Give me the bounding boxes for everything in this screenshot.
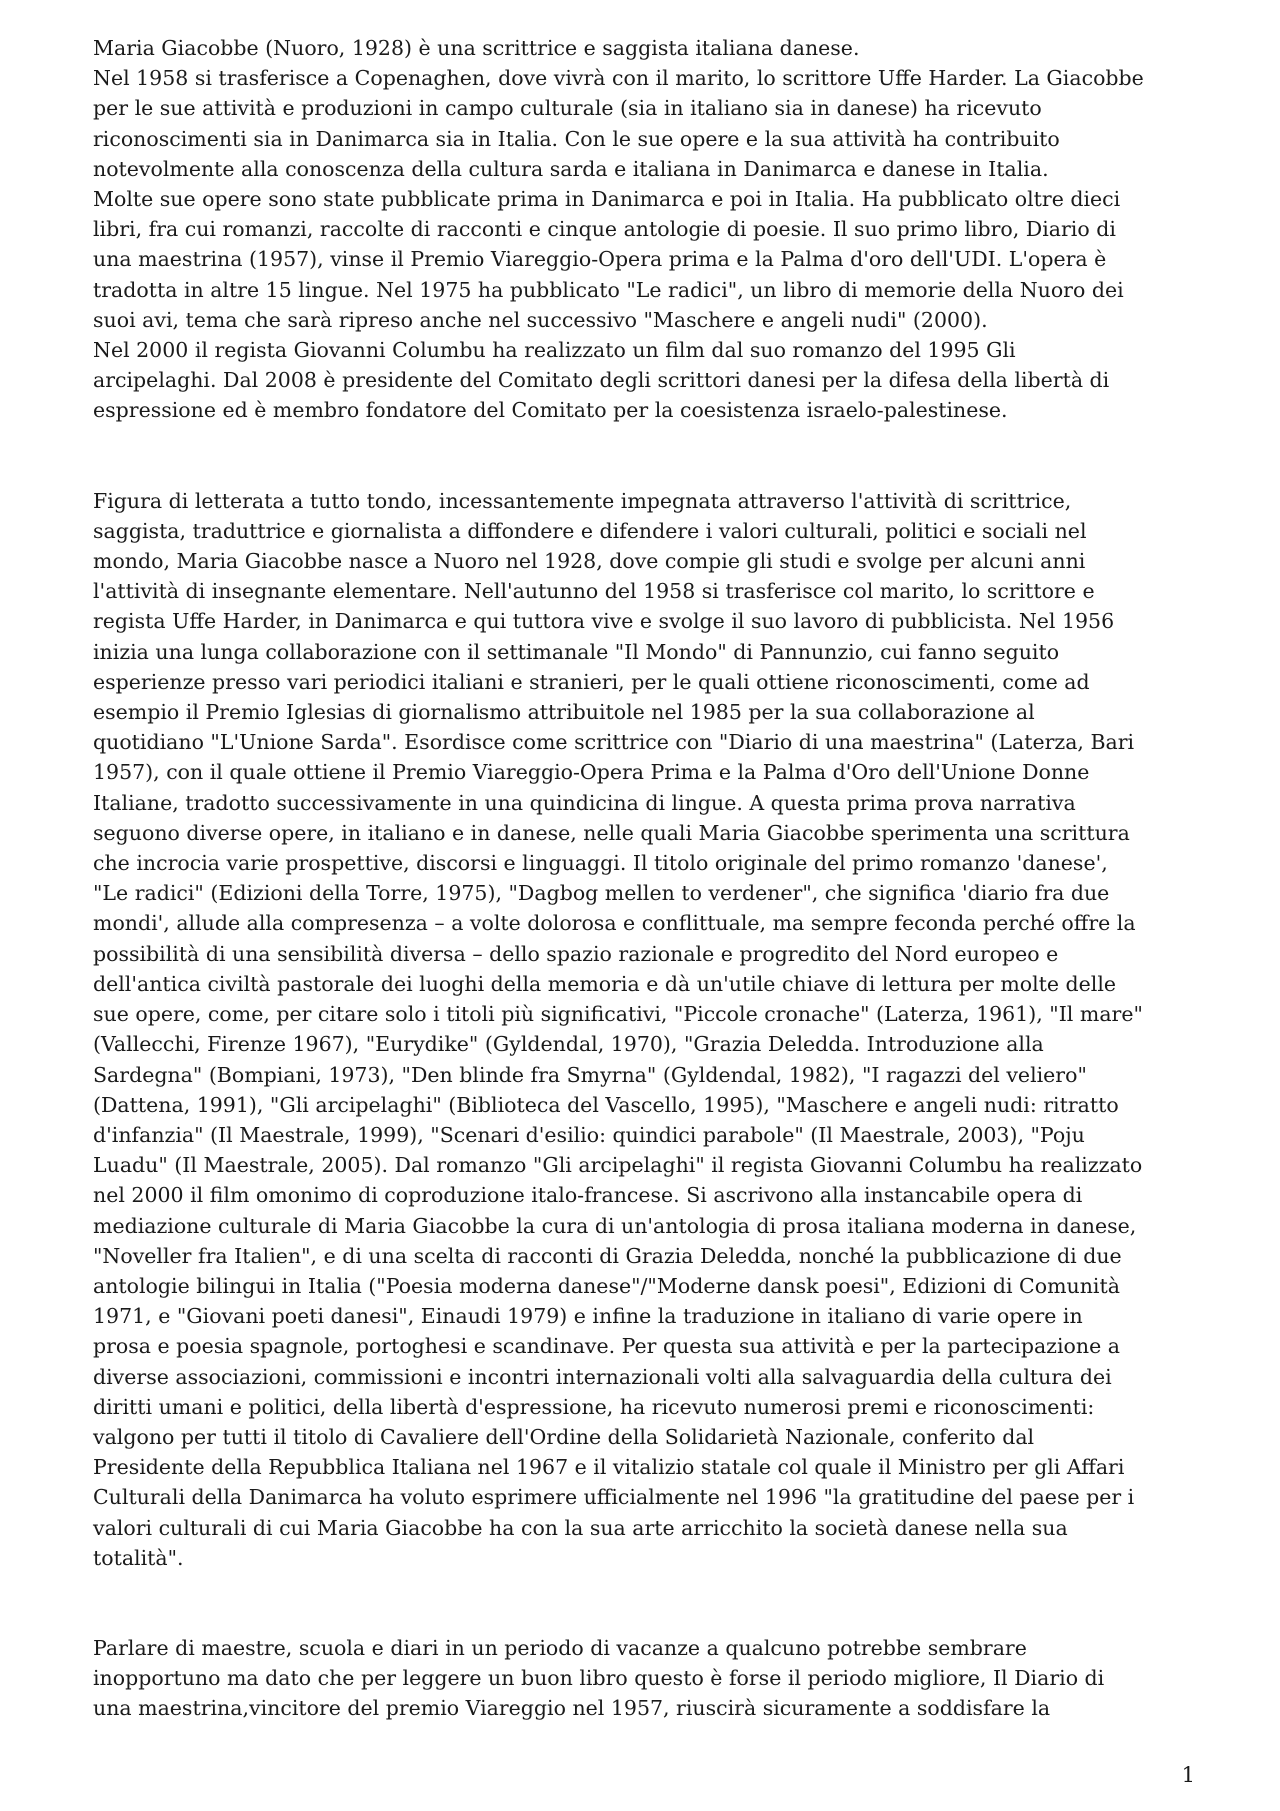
- text-line: totalità".: [93, 1545, 184, 1570]
- text-line: notevolmente alla conoscenza della cultura sarda e italiana in Danimarca e danese in Italia.: [93, 156, 1049, 181]
- text-line: mondo, Maria Giacobbe nasce a Nuoro nel 1928, dove compie gli studi e svolge per alcuni anni: [93, 549, 1086, 574]
- text-line: prosa e poesia spagnole, portoghesi e scandinave. Per questa sua attività e per la partecipazione a: [93, 1334, 1120, 1359]
- text-line: Molte sue opere sono state pubblicate prima in Danimarca e poi in Italia. Ha pubblicato oltre dieci: [93, 187, 1121, 212]
- text-line: Parlare di maestre, scuola e diari in un periodo di vacanze a qualcuno potrebbe sembrare: [93, 1635, 1027, 1660]
- text-line: regista Uffe Harder, in Danimarca e qui tuttora vive e svolge il suo lavoro di pubblicista. Nel 1956: [93, 609, 1115, 634]
- text-line: Presidente della Repubblica Italiana nel 1967 e il vitalizio statale col quale il Ministro per gli Affari: [93, 1455, 1125, 1480]
- text-line: una maestrina (1957), vinse il Premio Viareggio-Opera prima e la Palma d'oro dell'UDI. L'opera è: [93, 247, 1107, 272]
- text-line: l'attività di insegnante elementare. Nell'autunno del 1958 si trasferisce col marito, lo scrittore e: [93, 579, 1095, 604]
- document-body: [93, 33, 1183, 1724]
- text-line: libri, fra cui romanzi, raccolte di racconti e cinque antologie di poesie. Il suo primo libro, Diario di: [93, 217, 1116, 242]
- text-line: Sardegna" (Bompiani, 1973), "Den blinde fra Smyrna" (Gyldendal, 1982), "I ragazzi del veliero": [93, 1062, 1087, 1087]
- text-line: "Le radici" (Edizioni della Torre, 1975), "Dagbog mellen to verdener", che significa 'diario fra due: [93, 881, 1110, 906]
- text-line: saggista, traduttrice e giornalista a diffondere e difendere i valori culturali, politici e sociali nel: [93, 518, 1087, 543]
- text-line: 1957), con il quale ottiene il Premio Viareggio-Opera Prima e la Palma d'Oro dell'Unione Donne: [93, 760, 1090, 785]
- text-line: esempio il Premio Iglesias di giornalismo attribuitole nel 1985 per la sua collaborazione al: [93, 700, 1035, 725]
- text-line: valori culturali di cui Maria Giacobbe ha con la sua arte arricchito la società danese nella sua: [93, 1515, 1068, 1540]
- text-line: inopportuno ma dato che per leggere un buon libro questo è forse il periodo migliore, Il Diario di: [93, 1666, 1105, 1691]
- text-line: diverse associazioni, commissioni e incontri internazionali volti alla salvaguardia della cultura dei: [93, 1364, 1112, 1389]
- text-line: seguono diverse opere, in italiano e in danese, nelle quali Maria Giacobbe sperimenta una scrittura: [93, 820, 1130, 845]
- text-line: arcipelaghi. Dal 2008 è presidente del Comitato degli scrittori danesi per la difesa della libertà di: [93, 368, 1110, 393]
- text-line: Maria Giacobbe (Nuoro, 1928) è una scrittrice e saggista italiana danese.: [93, 36, 860, 60]
- text-line: (Vallecchi, Firenze 1967), "Eurydike" (Gyldendal, 1970), "Grazia Deledda. Introduzione alla: [93, 1032, 1044, 1057]
- text-line: che incrocia varie prospettive, discorsi e linguaggi. Il titolo originale del primo romanzo 'danese',: [93, 851, 1108, 876]
- text-line: inizia una lunga collaborazione con il settimanale "Il Mondo" di Pannunzio, cui fanno seguito: [93, 639, 1060, 664]
- text-line: 1971, e "Giovani poeti danesi", Einaudi 1979) e infine la traduzione in italiano di varie opere in: [93, 1304, 1083, 1329]
- paragraph-biography-summary: [93, 33, 1183, 426]
- text-line: nel 2000 il film omonimo di coproduzione italo-francese. Si ascrivono alla instancabile opera di: [93, 1183, 1083, 1208]
- text-line: suoi avi, tema che sarà ripreso anche nel successivo "Maschere e angeli nudi" (2000).: [93, 307, 988, 332]
- text-line: riconoscimenti sia in Danimarca sia in Italia. Con le sue opere e la sua attività ha contribuito: [93, 126, 1060, 151]
- text-line: tradotta in altre 15 lingue. Nel 1975 ha pubblicato "Le radici", un libro di memorie della Nuoro dei: [93, 277, 1124, 302]
- text-line: Figura di letterata a tutto tondo, incessantemente impegnata attraverso l'attività di scrittrice,: [93, 488, 1072, 513]
- text-line: quotidiano "L'Unione Sarda". Esordisce come scrittrice con "Diario di una maestrina" (Laterza, Bari: [93, 730, 1135, 755]
- text-line: antologie bilingui in Italia ("Poesia moderna danese"/"Moderne dansk poesi", Edizioni di Comunità: [93, 1273, 1120, 1298]
- text-line: Nel 2000 il regista Giovanni Columbu ha realizzato un film dal suo romanzo del 1995 Gli: [93, 338, 1016, 363]
- text-line: mondi', allude alla compresenza – a volte dolorosa e conflittuale, ma sempre feconda perché offre la: [93, 911, 1136, 936]
- paragraph-spacer: [93, 1573, 1183, 1633]
- text-line: (Dattena, 1991), "Gli arcipelaghi" (Biblioteca del Vascello, 1995), "Maschere e angeli nudi: ritratto: [93, 1092, 1119, 1117]
- page-number: 1: [1181, 1763, 1195, 1787]
- text-line: espressione ed è membro fondatore del Comitato per la coesistenza israelo-palestinese.: [93, 398, 1008, 423]
- text-line: diritti umani e politici, della libertà d'espressione, ha ricevuto numerosi premi e riconoscimenti:: [93, 1394, 1095, 1419]
- text-line: dell'antica civiltà pastorale dei luoghi della memoria e dà un'utile chiave di lettura per molte delle: [93, 971, 1117, 996]
- text-line: Italiane, tradotto successivamente in una quindicina di lingue. A questa prima prova narrativa: [93, 790, 1076, 815]
- text-line: Luadu" (Il Maestrale, 2005). Dal romanzo "Gli arcipelaghi" il regista Giovanni Columbu ha realizzato: [93, 1153, 1143, 1178]
- paragraph-biography-extended: [93, 486, 1183, 1573]
- text-line: d'infanzia" (Il Maestrale, 1999), "Scenari d'esilio: quindici parabole" (Il Maestrale, 2003), "Poju: [93, 1122, 1085, 1147]
- text-line: per le sue attività e produzioni in campo culturale (sia in italiano sia in danese) ha ricevuto: [93, 96, 1042, 121]
- text-line: esperienze presso vari periodici italiani e stranieri, per le quali ottiene riconoscimenti, come ad: [93, 669, 1090, 694]
- text-line: Culturali della Danimarca ha voluto esprimere ufficialmente nel 1996 "la gratitudine del paese per i: [93, 1485, 1135, 1510]
- text-line: mediazione culturale di Maria Giacobbe la cura di un'antologia di prosa italiana moderna in danese,: [93, 1213, 1137, 1238]
- paragraph-spacer: [93, 426, 1183, 486]
- paragraph-review-intro: [93, 1633, 1183, 1724]
- text-line: una maestrina,vincitore del premio Viareggio nel 1957, riuscirà sicuramente a soddisfare la: [93, 1696, 1051, 1721]
- text-line: Nel 1958 si trasferisce a Copenaghen, dove vivrà con il marito, lo scrittore Uffe Harder. La Giacobbe: [93, 66, 1144, 91]
- text-line: sue opere, come, per citare solo i titoli più significativi, "Piccole cronache" (Laterza, 1961), "Il mare": [93, 1002, 1143, 1027]
- text-line: "Noveller fra Italien", e di una scelta di racconti di Grazia Deledda, nonché la pubblicazione di due: [93, 1243, 1122, 1268]
- text-line: valgono per tutti il titolo di Cavaliere dell'Ordine della Solidarietà Nazionale, conferito dal: [93, 1424, 1035, 1449]
- text-line: possibilità di una sensibilità diversa – dello spazio razionale e progredito del Nord europeo e: [93, 941, 1059, 966]
